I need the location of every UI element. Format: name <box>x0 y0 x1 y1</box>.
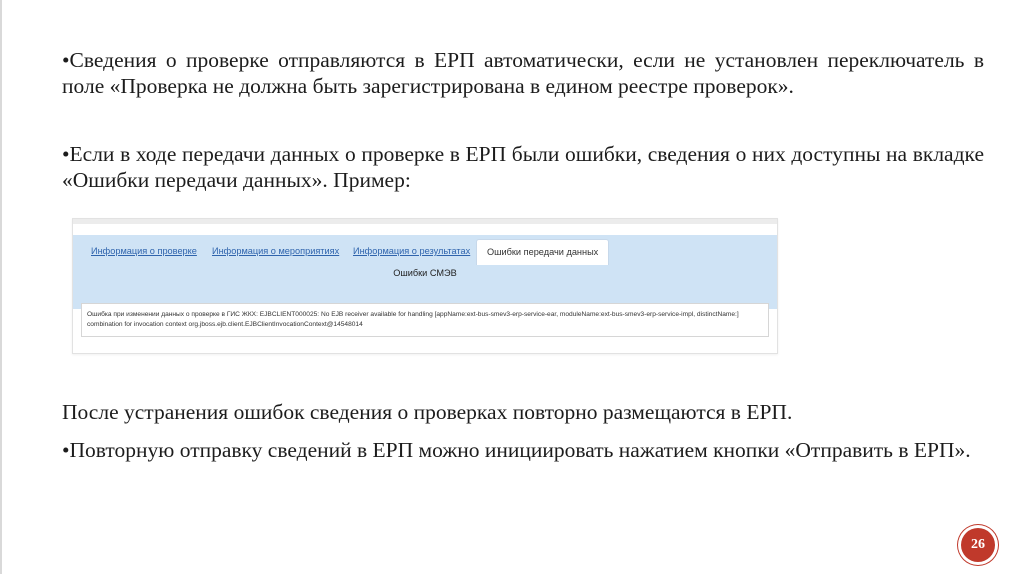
paragraph-auto-send: •Сведения о проверке отправляются в ЕРП автоматически, если не установлен переключатель в поле «Проверка не должна быть зарегистрирована в едином реестре проверок». <box>62 48 984 98</box>
tab-events-info[interactable]: Информация о мероприятиях <box>212 246 340 256</box>
screenshot-top-bar <box>73 219 777 224</box>
embedded-screenshot <box>72 218 778 354</box>
left-decor-line <box>0 0 2 574</box>
tab-transfer-errors[interactable]: Ошибки передачи данных <box>476 239 609 265</box>
tab-results-info[interactable]: Информация о результатах <box>353 246 471 256</box>
paragraph-errors-tab: •Если в ходе передачи данных о проверке в ЕРП были ошибки, сведения о них доступны на вкладке «Ошибки передачи данных». Пример: <box>62 142 984 192</box>
error-message-box: Ошибка при изменении данных о проверке в ГИС ЖКХ: EJBCLIENT000025: No EJB receiver available for handling [appName:ext-bus-smev3-erp-service-ear, moduleName:ext-bus-smev3-erp-service-impl, distinctName:] combination for invocation context org.jboss.ejb.client.EJBClientInvocationContext@14548014 <box>81 303 769 337</box>
smev-errors-heading: Ошибки СМЭВ <box>393 268 457 278</box>
page-number-badge: 26 <box>958 525 998 565</box>
paragraph-after-fix: После устранения ошибок сведения о проверках повторно размещаются в ЕРП. <box>62 400 793 424</box>
tab-inspection-info[interactable]: Информация о проверке <box>91 246 197 256</box>
paragraph-resend: •Повторную отправку сведений в ЕРП можно инициировать нажатием кнопки «Отправить в ЕРП». <box>62 438 971 462</box>
